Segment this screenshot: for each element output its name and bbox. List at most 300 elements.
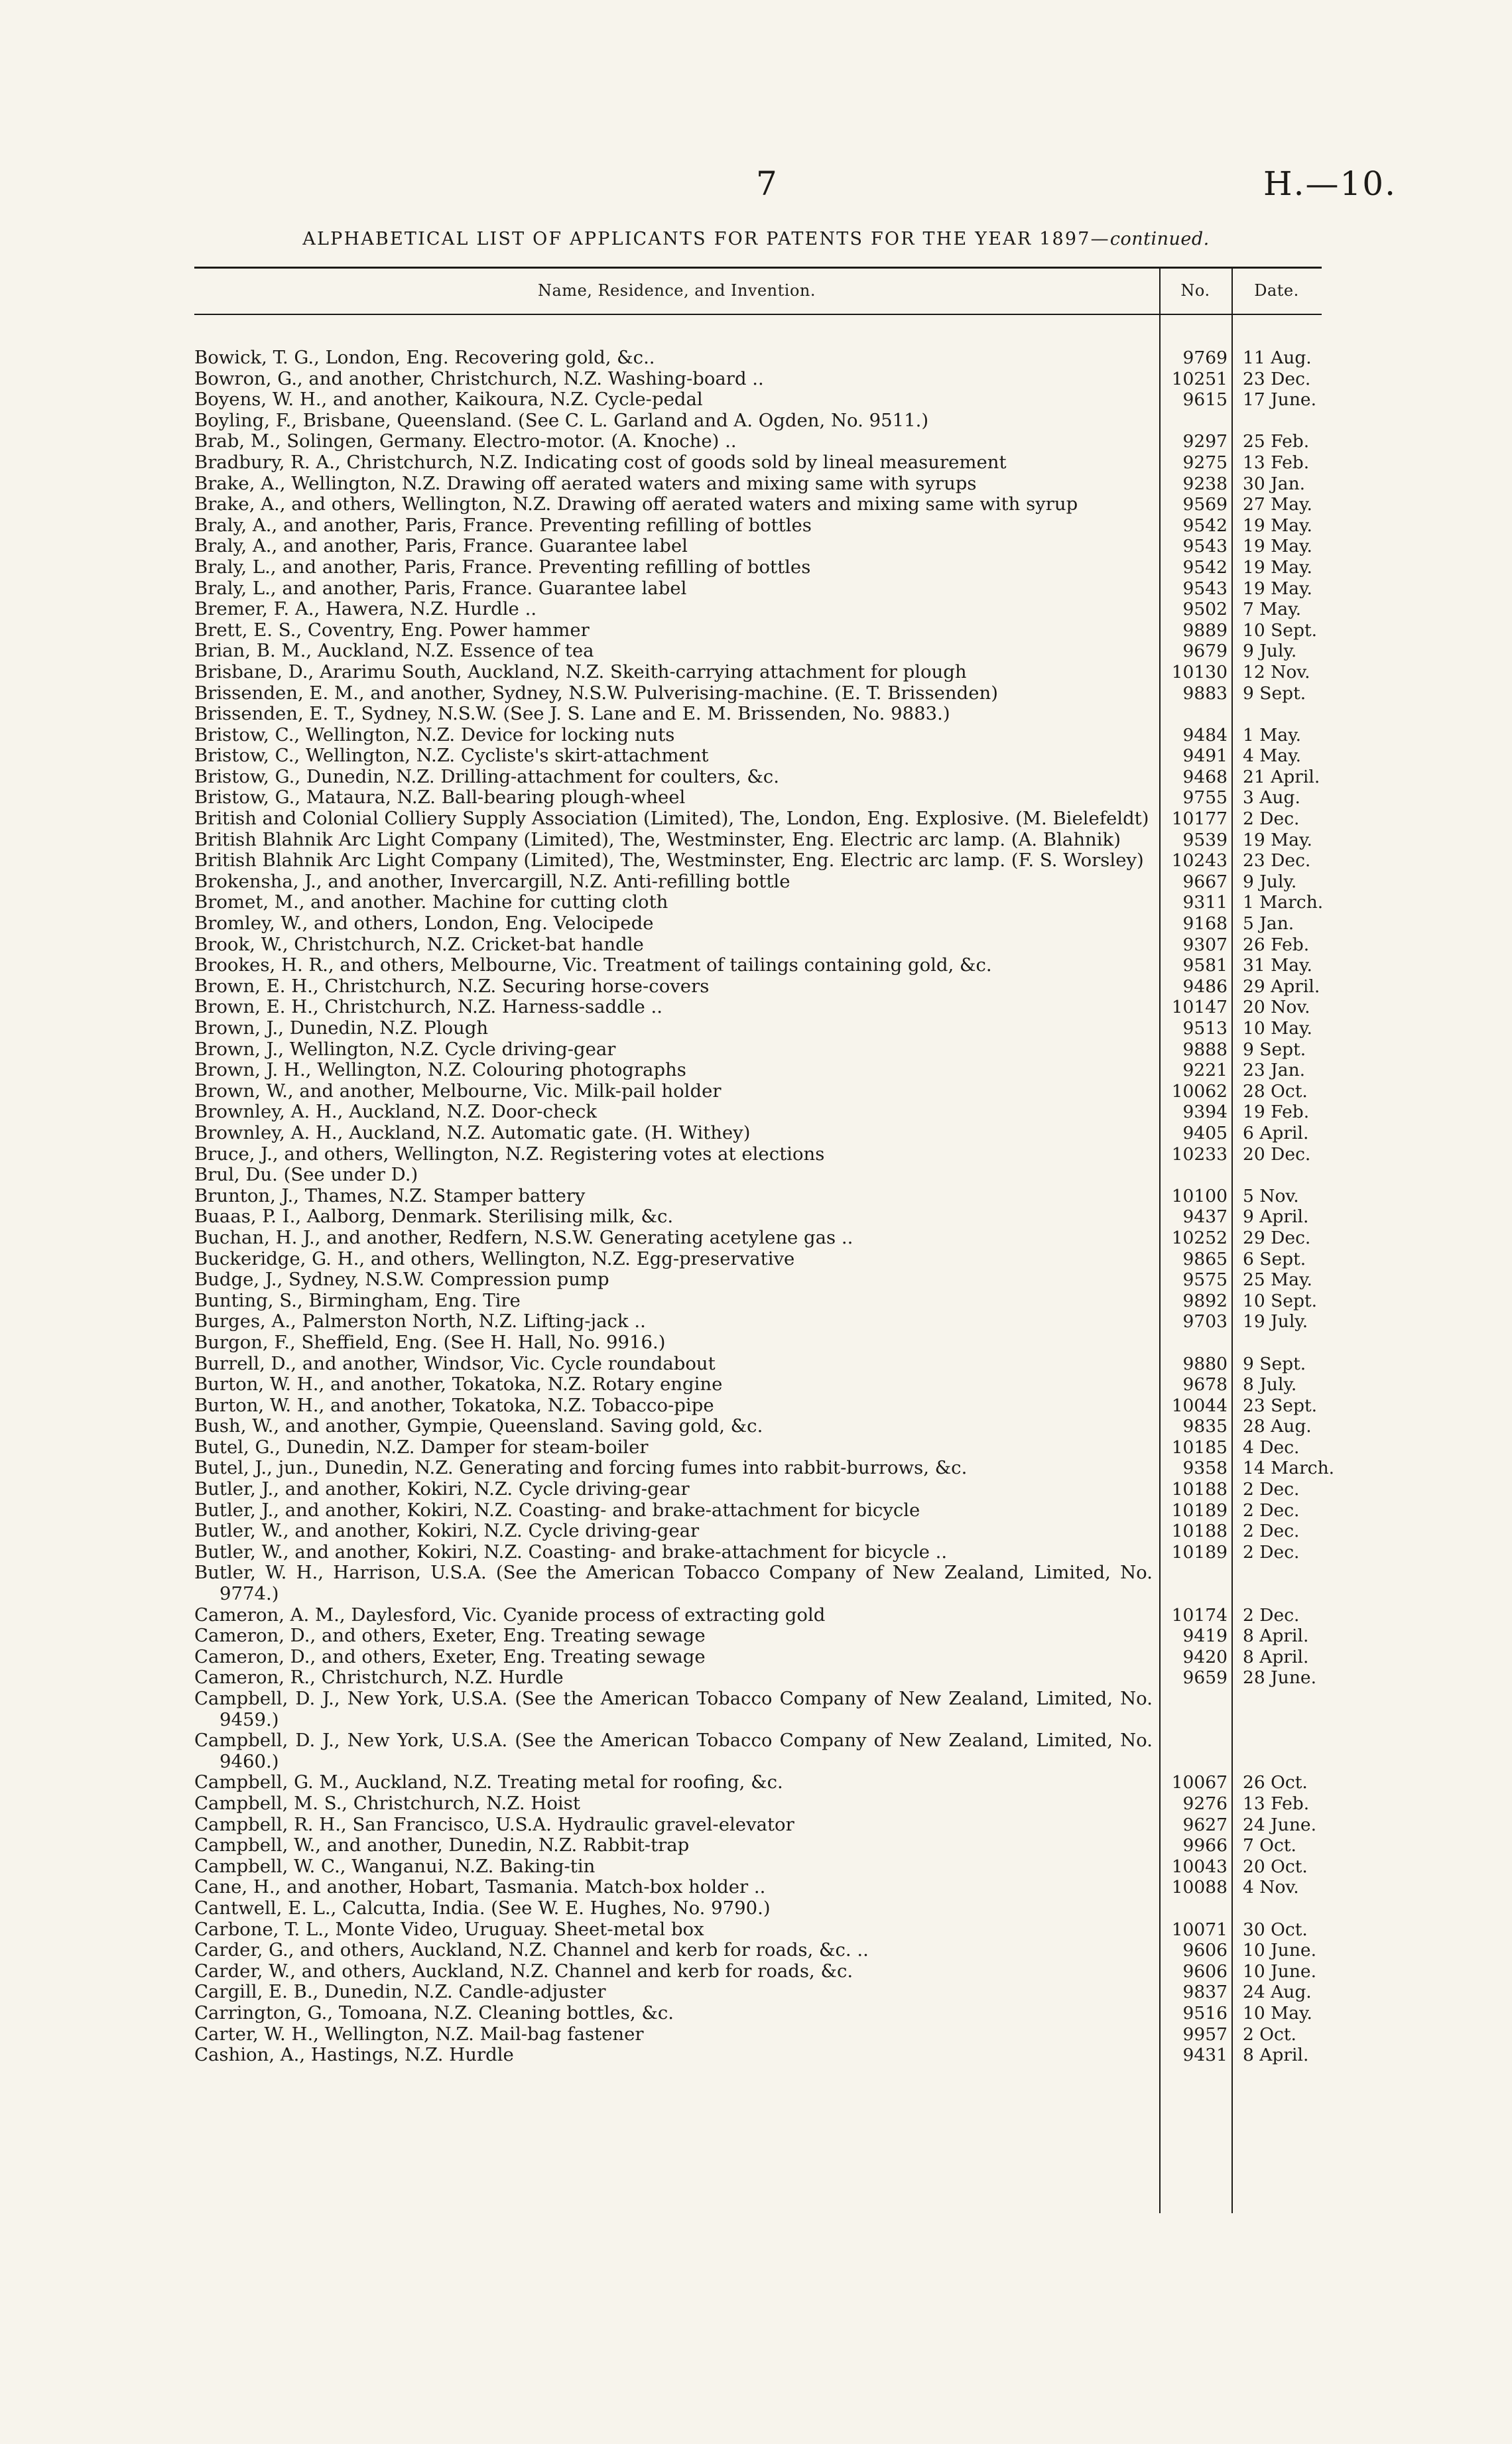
table-row bbox=[0, 787, 1512, 808]
patent-number: 9606 bbox=[1182, 1961, 1228, 1982]
patent-date: 23 Dec. bbox=[1243, 368, 1311, 389]
patent-number: 9484 bbox=[1182, 724, 1228, 745]
table-row bbox=[0, 1269, 1512, 1291]
table-row bbox=[0, 578, 1512, 600]
patent-number: 10130 bbox=[1171, 661, 1228, 682]
patent-date: 2 Dec. bbox=[1243, 1604, 1300, 1626]
patent-date: 19 May. bbox=[1243, 536, 1312, 557]
patent-date: 25 Feb. bbox=[1243, 431, 1310, 452]
entry-text: Brownley, A. H., Auckland, N.Z. Automatic gate. (H. Withey) bbox=[194, 1122, 751, 1143]
entry-text: Bristow, G., Mataura, N.Z. Ball-bearing plough-wheel bbox=[194, 787, 686, 808]
entry-text: Bromley, W., and others, London, Eng. Velocipede bbox=[194, 913, 654, 934]
entry-text: Campbell, D. J., New York, U.S.A. (See the American Tobacco Company of New Zealand, Limited, No. 9460.) bbox=[194, 1730, 1153, 1772]
patent-date: 19 May. bbox=[1243, 515, 1312, 536]
entry-text: Cargill, E. B., Dunedin, N.Z. Candle-adjuster bbox=[194, 1981, 606, 2003]
table-row bbox=[0, 683, 1512, 704]
table-row bbox=[0, 745, 1512, 767]
table-row bbox=[0, 1458, 1512, 1479]
entry-text: Brown, W., and another, Melbourne, Vic. Milk-pail holder bbox=[194, 1080, 722, 1102]
patent-date: 19 May. bbox=[1243, 829, 1312, 850]
patent-date: 20 Dec. bbox=[1243, 1143, 1311, 1165]
entry-text: Brown, E. H., Christchurch, N.Z. Securing horse-covers bbox=[194, 975, 710, 997]
patent-date: 8 April. bbox=[1243, 2045, 1309, 2066]
table-row bbox=[0, 474, 1512, 495]
table-row bbox=[0, 1667, 1512, 1689]
patent-number: 10233 bbox=[1171, 1143, 1228, 1165]
table-row bbox=[0, 808, 1512, 830]
entry-text: Brown, J., Dunedin, N.Z. Plough bbox=[194, 1017, 489, 1039]
patent-number: 9957 bbox=[1182, 2024, 1228, 2045]
patent-number: 10252 bbox=[1171, 1227, 1228, 1248]
patent-date: 11 Aug. bbox=[1243, 348, 1312, 368]
table-row bbox=[0, 1332, 1512, 1354]
patent-list bbox=[0, 348, 1512, 2066]
entry-text: Cane, H., and another, Hobart, Tasmania. Match-box holder .. bbox=[194, 1876, 766, 1898]
patent-number: 9627 bbox=[1182, 1814, 1228, 1835]
patent-date: 26 Feb. bbox=[1243, 934, 1310, 955]
table-row bbox=[0, 557, 1512, 578]
entry-text: Bush, W., and another, Gympie, Queensland. Saving gold, &c. bbox=[194, 1415, 763, 1437]
entry-text: Brookes, H. R., and others, Melbourne, Vic. Treatment of tailings containing gold, &c. bbox=[194, 954, 992, 976]
patent-number: 9297 bbox=[1182, 431, 1228, 452]
patent-date: 1 May. bbox=[1243, 724, 1302, 745]
table-row bbox=[0, 1039, 1512, 1061]
table-row bbox=[0, 913, 1512, 934]
entry-text: Bowron, G., and another, Christchurch, N.Z. Washing-board .. bbox=[194, 367, 764, 389]
patent-date: 9 July. bbox=[1243, 641, 1297, 662]
entry-text: Carder, G., and others, Auckland, N.Z. Channel and kerb for roads, &c. .. bbox=[194, 1939, 869, 1961]
patent-number: 9569 bbox=[1182, 494, 1228, 515]
entry-text: Bristow, C., Wellington, N.Z. Device for locking nuts bbox=[194, 724, 675, 745]
patent-number: 9542 bbox=[1182, 556, 1228, 578]
patent-number: 9358 bbox=[1182, 1458, 1228, 1479]
entry-text: Campbell, G. M., Auckland, N.Z. Treating metal for roofing, &c. bbox=[194, 1771, 783, 1793]
patent-number: 9543 bbox=[1182, 578, 1228, 599]
patent-date: 28 Oct. bbox=[1243, 1080, 1308, 1102]
patent-date: 28 Aug. bbox=[1243, 1416, 1312, 1437]
patent-number: 9468 bbox=[1182, 766, 1228, 787]
patent-date: 14 March. bbox=[1243, 1458, 1335, 1479]
patent-number: 9276 bbox=[1182, 1793, 1228, 1814]
table-row bbox=[0, 662, 1512, 683]
entry-text: Campbell, W. C., Wanganui, N.Z. Baking-tin bbox=[194, 1855, 596, 1877]
table-row bbox=[0, 955, 1512, 976]
patent-date: 4 Nov. bbox=[1243, 1877, 1299, 1898]
entry-text: Brett, E. S., Coventry, Eng. Power hammer bbox=[194, 619, 590, 641]
table-row bbox=[0, 1521, 1512, 1542]
table-row bbox=[0, 641, 1512, 662]
entry-text: Campbell, D. J., New York, U.S.A. (See the American Tobacco Company of New Zealand, Limited, No. 9459.) bbox=[194, 1688, 1153, 1730]
entry-text: Carrington, G., Tomoana, N.Z. Cleaning bottles, &c. bbox=[194, 2002, 674, 2024]
patent-date: 5 Jan. bbox=[1243, 913, 1294, 934]
patent-date: 7 Oct. bbox=[1243, 1835, 1296, 1856]
entry-text: Bowick, T. G., London, Eng. Recovering gold, &c.. bbox=[194, 347, 655, 368]
table-row bbox=[0, 515, 1512, 537]
table-row bbox=[0, 620, 1512, 641]
entry-text: Butler, J., and another, Kokiri, N.Z. Cycle driving-gear bbox=[194, 1478, 690, 1500]
entry-text: Brown, E. H., Christchurch, N.Z. Harness-saddle .. bbox=[194, 996, 663, 1018]
table-row bbox=[0, 431, 1512, 452]
patent-number: 9539 bbox=[1182, 829, 1228, 850]
table-row bbox=[0, 1437, 1512, 1458]
patent-date: 23 Dec. bbox=[1243, 850, 1311, 871]
table-row bbox=[0, 411, 1512, 432]
entry-text: Butler, W. H., Harrison, U.S.A. (See the American Tobacco Company of New Zealand, Limited, No. 9774.) bbox=[194, 1562, 1153, 1605]
table-row bbox=[0, 1793, 1512, 1815]
entry-text: Brissenden, E. T., Sydney, N.S.W. (See J. S. Lane and E. M. Brissenden, No. 9883.) bbox=[194, 703, 950, 725]
table-row bbox=[0, 599, 1512, 620]
patent-date: 23 Sept. bbox=[1243, 1395, 1318, 1416]
table-row bbox=[0, 1206, 1512, 1228]
patent-number: 9606 bbox=[1182, 1940, 1228, 1961]
patent-date: 4 Dec. bbox=[1243, 1437, 1300, 1458]
patent-number: 10177 bbox=[1171, 808, 1228, 830]
page-title bbox=[0, 229, 1512, 249]
table-row bbox=[0, 997, 1512, 1018]
table-row bbox=[0, 1228, 1512, 1249]
table-row bbox=[0, 1961, 1512, 1982]
entry-text: Bromet, M., and another. Machine for cutting cloth bbox=[194, 891, 668, 913]
entry-text: Campbell, M. S., Christchurch, N.Z. Hoist bbox=[194, 1792, 580, 1814]
patent-date: 21 April. bbox=[1243, 766, 1320, 787]
patent-number: 10243 bbox=[1171, 850, 1228, 871]
patent-number: 10071 bbox=[1171, 1919, 1228, 1940]
patent-date: 7 May. bbox=[1243, 599, 1302, 620]
entry-text: Bunting, S., Birmingham, Eng. Tire bbox=[194, 1289, 521, 1311]
entry-text: Cashion, A., Hastings, N.Z. Hurdle bbox=[194, 2044, 514, 2066]
patent-number: 10251 bbox=[1171, 368, 1228, 389]
entry-text: Bradbury, R. A., Christchurch, N.Z. Indicating cost of goods sold by lineal measurement bbox=[194, 451, 1007, 473]
table-row bbox=[0, 1102, 1512, 1123]
entry-text: Burton, W. H., and another, Tokatoka, N.Z. Rotary engine bbox=[194, 1374, 723, 1395]
table-row bbox=[0, 1291, 1512, 1312]
entry-text: Brokensha, J., and another, Invercargill, N.Z. Anti-refilling bottle bbox=[194, 870, 790, 892]
patent-date: 20 Nov. bbox=[1243, 997, 1310, 1018]
entry-text: Campbell, W., and another, Dunedin, N.Z. Rabbit-trap bbox=[194, 1834, 690, 1856]
patent-date: 2 Oct. bbox=[1243, 2024, 1296, 2045]
table-row bbox=[0, 892, 1512, 913]
patent-date: 25 May. bbox=[1243, 1269, 1312, 1291]
patent-number: 10147 bbox=[1171, 997, 1228, 1018]
entry-text: Brownley, A. H., Auckland, N.Z. Door-check bbox=[194, 1101, 597, 1123]
patent-number: 9615 bbox=[1182, 389, 1228, 411]
patent-number: 10188 bbox=[1171, 1521, 1228, 1542]
patent-date: 19 Feb. bbox=[1243, 1102, 1310, 1123]
patent-number: 10067 bbox=[1171, 1772, 1228, 1793]
title-main: ALPHABETICAL LIST OF APPLICANTS FOR PATENTS FOR THE YEAR 1897— bbox=[302, 229, 1110, 249]
page-number: 7 bbox=[756, 164, 777, 203]
patent-date: 4 May. bbox=[1243, 745, 1302, 767]
patent-number: 10188 bbox=[1171, 1479, 1228, 1500]
patent-number: 9543 bbox=[1182, 536, 1228, 557]
entry-text: Budge, J., Sydney, N.S.W. Compression pump bbox=[194, 1269, 609, 1291]
patent-date: 2 Dec. bbox=[1243, 808, 1300, 830]
patent-number: 10189 bbox=[1171, 1500, 1228, 1521]
table-row bbox=[0, 2045, 1512, 2066]
patent-number: 9678 bbox=[1182, 1374, 1228, 1395]
table-row bbox=[0, 348, 1512, 369]
patent-date: 19 May. bbox=[1243, 556, 1312, 578]
table-row bbox=[0, 1919, 1512, 1941]
entry-text: Cameron, D., and others, Exeter, Eng. Treating sewage bbox=[194, 1625, 706, 1647]
entry-text: Bruce, J., and others, Wellington, N.Z. Registering votes at elections bbox=[194, 1143, 825, 1165]
entry-text: Butel, G., Dunedin, N.Z. Damper for steam-boiler bbox=[194, 1436, 649, 1458]
entry-text: Brian, B. M., Auckland, N.Z. Essence of tea bbox=[194, 640, 594, 662]
table-row bbox=[0, 1815, 1512, 1836]
table-row bbox=[0, 1249, 1512, 1270]
entry-text: Brunton, J., Thames, N.Z. Stamper battery bbox=[194, 1185, 586, 1206]
patent-date: 2 Dec. bbox=[1243, 1500, 1300, 1521]
table-row bbox=[0, 1354, 1512, 1375]
table-row bbox=[0, 871, 1512, 893]
entry-text: Braly, L., and another, Paris, France. Guarantee label bbox=[194, 577, 687, 599]
patent-number: 9405 bbox=[1182, 1122, 1228, 1143]
entry-text: Buckeridge, G. H., and others, Wellington, N.Z. Egg-preservative bbox=[194, 1248, 795, 1269]
entry-text: Butler, W., and another, Kokiri, N.Z. Coasting- and brake-attachment for bicycle .. bbox=[194, 1541, 948, 1563]
patent-date: 2 Dec. bbox=[1243, 1541, 1300, 1563]
patent-number: 9892 bbox=[1182, 1290, 1228, 1311]
patent-date: 24 June. bbox=[1243, 1814, 1317, 1835]
table-row bbox=[0, 1311, 1512, 1332]
column-header-name: Name, Residence, and Invention. bbox=[538, 281, 816, 300]
patent-date: 8 April. bbox=[1243, 1626, 1309, 1647]
patent-number: 9516 bbox=[1182, 2002, 1228, 2024]
patent-number: 9966 bbox=[1182, 1835, 1228, 1856]
patent-date: 6 Sept. bbox=[1243, 1248, 1306, 1269]
table-row bbox=[0, 1898, 1512, 1919]
patent-date: 10 May. bbox=[1243, 2002, 1312, 2024]
entry-text: Carter, W. H., Wellington, N.Z. Mail-bag fastener bbox=[194, 2023, 644, 2045]
entry-text: Brake, A., and others, Wellington, N.Z. Drawing off aerated waters and mixing same with syrup bbox=[194, 493, 1078, 515]
patent-number: 9667 bbox=[1182, 871, 1228, 892]
patent-number: 10088 bbox=[1171, 1877, 1228, 1898]
table-row bbox=[0, 1081, 1512, 1102]
patent-number: 9769 bbox=[1182, 348, 1228, 368]
document-reference: H.—10. bbox=[1263, 164, 1397, 203]
patent-number: 9889 bbox=[1182, 619, 1228, 641]
patent-number: 9491 bbox=[1182, 745, 1228, 767]
table-row bbox=[0, 1689, 1512, 1730]
entry-text: Burton, W. H., and another, Tokatoka, N.Z. Tobacco-pipe bbox=[194, 1394, 714, 1416]
patent-date: 19 July. bbox=[1243, 1311, 1308, 1332]
patent-number: 9837 bbox=[1182, 1982, 1228, 2003]
table-row bbox=[0, 2024, 1512, 2045]
entry-text: Burrell, D., and another, Windsor, Vic. Cycle roundabout bbox=[194, 1352, 716, 1374]
table-row bbox=[0, 704, 1512, 725]
patent-date: 17 June. bbox=[1243, 389, 1317, 411]
patent-number: 9419 bbox=[1182, 1626, 1228, 1647]
entry-text: Brul, Du. (See under D.) bbox=[194, 1164, 418, 1186]
table-row bbox=[0, 1123, 1512, 1144]
patent-number: 9755 bbox=[1182, 787, 1228, 808]
table-row bbox=[0, 1374, 1512, 1395]
patent-date: 26 Oct. bbox=[1243, 1772, 1308, 1793]
patent-number: 9394 bbox=[1182, 1102, 1228, 1123]
entry-text: Brown, J. H., Wellington, N.Z. Colouring photographs bbox=[194, 1059, 686, 1081]
table-row bbox=[0, 1877, 1512, 1898]
table-row bbox=[0, 536, 1512, 557]
patent-number: 9221 bbox=[1182, 1060, 1228, 1081]
entry-text: Buaas, P. I., Aalborg, Denmark. Sterilising milk, &c. bbox=[194, 1206, 674, 1228]
patent-date: 9 Sept. bbox=[1243, 1353, 1306, 1374]
patent-date: 10 Sept. bbox=[1243, 619, 1318, 641]
patent-date: 10 Sept. bbox=[1243, 1290, 1318, 1311]
entry-text: Burgon, F., Sheffield, Eng. (See H. Hall, No. 9916.) bbox=[194, 1331, 666, 1353]
patent-number: 9581 bbox=[1182, 955, 1228, 976]
entry-text: Brook, W., Christchurch, N.Z. Cricket-bat handle bbox=[194, 933, 644, 955]
entry-text: Brown, J., Wellington, N.Z. Cycle driving-gear bbox=[194, 1038, 616, 1060]
table-row bbox=[0, 1542, 1512, 1563]
patent-date: 9 Sept. bbox=[1243, 682, 1306, 704]
column-header-date: Date. bbox=[1254, 281, 1299, 300]
patent-number: 9542 bbox=[1182, 515, 1228, 536]
table-row bbox=[0, 934, 1512, 956]
entry-text: Burges, A., Palmerston North, N.Z. Lifting-jack .. bbox=[194, 1311, 646, 1332]
table-row bbox=[0, 1186, 1512, 1207]
entry-text: Cantwell, E. L., Calcutta, India. (See W. E. Hughes, No. 9790.) bbox=[194, 1897, 771, 1919]
patent-date: 23 Jan. bbox=[1243, 1060, 1306, 1081]
entry-text: Carder, W., and others, Auckland, N.Z. Channel and kerb for roads, &c. bbox=[194, 1960, 853, 1982]
table-row bbox=[0, 494, 1512, 515]
patent-number: 10100 bbox=[1171, 1185, 1228, 1206]
patent-number: 9888 bbox=[1182, 1039, 1228, 1060]
table-row bbox=[0, 389, 1512, 411]
patent-number: 9431 bbox=[1182, 2045, 1228, 2066]
patent-date: 13 Feb. bbox=[1243, 452, 1310, 473]
patent-date: 30 Jan. bbox=[1243, 473, 1306, 494]
patent-number: 10174 bbox=[1171, 1604, 1228, 1626]
patent-number: 9865 bbox=[1182, 1248, 1228, 1269]
patent-number: 10062 bbox=[1171, 1080, 1228, 1102]
patent-number: 10189 bbox=[1171, 1541, 1228, 1563]
patent-date: 12 Nov. bbox=[1243, 661, 1310, 682]
entry-text: Braly, A., and another, Paris, France. Preventing refilling of bottles bbox=[194, 514, 812, 536]
entry-text: Brisbane, D., Ararimu South, Auckland, N.Z. Skeith-carrying attachment for plough bbox=[194, 661, 967, 682]
table-row bbox=[0, 1940, 1512, 1961]
table-row bbox=[0, 1018, 1512, 1039]
table-row bbox=[0, 1982, 1512, 2003]
patent-number: 9437 bbox=[1182, 1206, 1228, 1228]
entry-text: Braly, A., and another, Paris, France. Guarantee label bbox=[194, 535, 688, 557]
patent-date: 10 May. bbox=[1243, 1018, 1312, 1039]
patent-date: 31 May. bbox=[1243, 955, 1312, 976]
table-row bbox=[0, 1772, 1512, 1793]
patent-date: 6 April. bbox=[1243, 1122, 1309, 1143]
table-row bbox=[0, 1165, 1512, 1186]
entry-text: Buchan, H. J., and another, Redfern, N.S.W. Generating acetylene gas .. bbox=[194, 1226, 853, 1248]
table-row bbox=[0, 1626, 1512, 1647]
table-row bbox=[0, 1416, 1512, 1437]
entry-text: Boyling, F., Brisbane, Queensland. (See C. L. Garland and A. Ogden, No. 9511.) bbox=[194, 409, 929, 431]
table-row bbox=[0, 1563, 1512, 1604]
patent-date: 20 Oct. bbox=[1243, 1856, 1308, 1877]
entry-text: Cameron, A. M., Daylesford, Vic. Cyanide process of extracting gold bbox=[194, 1604, 826, 1626]
patent-date: 8 July. bbox=[1243, 1374, 1297, 1395]
table-row bbox=[0, 452, 1512, 474]
patent-number: 9311 bbox=[1182, 892, 1228, 913]
entry-text: Butler, W., and another, Kokiri, N.Z. Cycle driving-gear bbox=[194, 1520, 700, 1542]
patent-date: 3 Aug. bbox=[1243, 787, 1300, 808]
entry-text: Bristow, C., Wellington, N.Z. Cycliste's skirt-attachment bbox=[194, 745, 709, 767]
table-row bbox=[0, 767, 1512, 788]
entry-text: Cameron, D., and others, Exeter, Eng. Treating sewage bbox=[194, 1645, 706, 1667]
patent-date: 9 April. bbox=[1243, 1206, 1309, 1228]
patent-date: 10 June. bbox=[1243, 1940, 1317, 1961]
table-row bbox=[0, 1500, 1512, 1521]
patent-number: 9420 bbox=[1182, 1646, 1228, 1667]
patent-number: 9486 bbox=[1182, 976, 1228, 997]
patent-number: 9575 bbox=[1182, 1269, 1228, 1291]
entry-text: Brissenden, E. M., and another, Sydney, N.S.W. Pulverising-machine. (E. T. Brissenden) bbox=[194, 682, 998, 704]
table-row bbox=[0, 1479, 1512, 1500]
entry-text: British Blahnik Arc Light Company (Limited), The, Westminster, Eng. Electric arc lamp. (F. S. Worsley) bbox=[194, 850, 1144, 871]
patent-date: 19 May. bbox=[1243, 578, 1312, 599]
title-continued: continued. bbox=[1109, 229, 1210, 249]
patent-number: 9275 bbox=[1182, 452, 1228, 473]
entry-text: Brake, A., Wellington, N.Z. Drawing off aerated waters and mixing same with syrups bbox=[194, 472, 977, 494]
patent-date: 13 Feb. bbox=[1243, 1793, 1310, 1814]
patent-number: 9502 bbox=[1182, 599, 1228, 620]
patent-date: 1 March. bbox=[1243, 892, 1324, 913]
table-row bbox=[0, 2003, 1512, 2024]
patent-number: 9659 bbox=[1182, 1667, 1228, 1689]
patent-date: 29 April. bbox=[1243, 976, 1320, 997]
patent-number: 10043 bbox=[1171, 1856, 1228, 1877]
entry-text: Braly, L., and another, Paris, France. Preventing refilling of bottles bbox=[194, 556, 811, 578]
entry-text: Campbell, R. H., San Francisco, U.S.A. Hydraulic gravel-elevator bbox=[194, 1813, 794, 1835]
patent-date: 5 Nov. bbox=[1243, 1185, 1299, 1206]
patent-date: 10 June. bbox=[1243, 1961, 1317, 1982]
patent-date: 9 July. bbox=[1243, 871, 1297, 892]
patent-number: 10044 bbox=[1171, 1395, 1228, 1416]
table-row bbox=[0, 1730, 1512, 1772]
table-row bbox=[0, 1605, 1512, 1626]
table-row bbox=[0, 369, 1512, 390]
table-row bbox=[0, 1647, 1512, 1668]
patent-date: 2 Dec. bbox=[1243, 1521, 1300, 1542]
entry-text: British Blahnik Arc Light Company (Limited), The, Westminster, Eng. Electric arc lamp. (A. Blahnik) bbox=[194, 828, 1121, 850]
patent-number: 9168 bbox=[1182, 913, 1228, 934]
patent-number: 9513 bbox=[1182, 1018, 1228, 1039]
patent-number: 9307 bbox=[1182, 934, 1228, 955]
patent-number: 10185 bbox=[1171, 1437, 1228, 1458]
entry-text: Boyens, W. H., and another, Kaikoura, N.Z. Cycle-pedal bbox=[194, 389, 703, 411]
table-row bbox=[0, 1144, 1512, 1165]
patent-date: 24 Aug. bbox=[1243, 1982, 1312, 2003]
patent-number: 9703 bbox=[1182, 1311, 1228, 1332]
entry-text: Butler, J., and another, Kokiri, N.Z. Coasting- and brake-attachment for bicycle bbox=[194, 1499, 920, 1521]
patent-date: 29 Dec. bbox=[1243, 1227, 1311, 1248]
entry-text: Butel, J., jun., Dunedin, N.Z. Generating and forcing fumes into rabbit-burrows, &c. bbox=[194, 1457, 968, 1479]
table-row bbox=[0, 1060, 1512, 1081]
column-header-no: No. bbox=[1180, 281, 1210, 300]
entry-text: British and Colonial Colliery Supply Association (Limited), The, London, Eng. Explosive. (M. Bielefeldt) bbox=[194, 808, 1149, 830]
table-row bbox=[0, 850, 1512, 871]
entry-text: Bremer, F. A., Hawera, N.Z. Hurdle .. bbox=[194, 598, 537, 620]
table-row bbox=[0, 1395, 1512, 1417]
patent-number: 9679 bbox=[1182, 641, 1228, 662]
table-row bbox=[0, 725, 1512, 746]
table-top-rule bbox=[194, 267, 1322, 269]
patent-date: 2 Dec. bbox=[1243, 1479, 1300, 1500]
table-row bbox=[0, 1856, 1512, 1878]
patent-number: 9883 bbox=[1182, 682, 1228, 704]
patent-date: 30 Oct. bbox=[1243, 1919, 1308, 1940]
header-bottom-rule bbox=[194, 314, 1322, 315]
patent-date: 28 June. bbox=[1243, 1667, 1317, 1689]
entry-text: Cameron, R., Christchurch, N.Z. Hurdle bbox=[194, 1667, 564, 1689]
entry-text: Brab, M., Solingen, Germany. Electro-motor. (A. Knoche) .. bbox=[194, 430, 737, 452]
